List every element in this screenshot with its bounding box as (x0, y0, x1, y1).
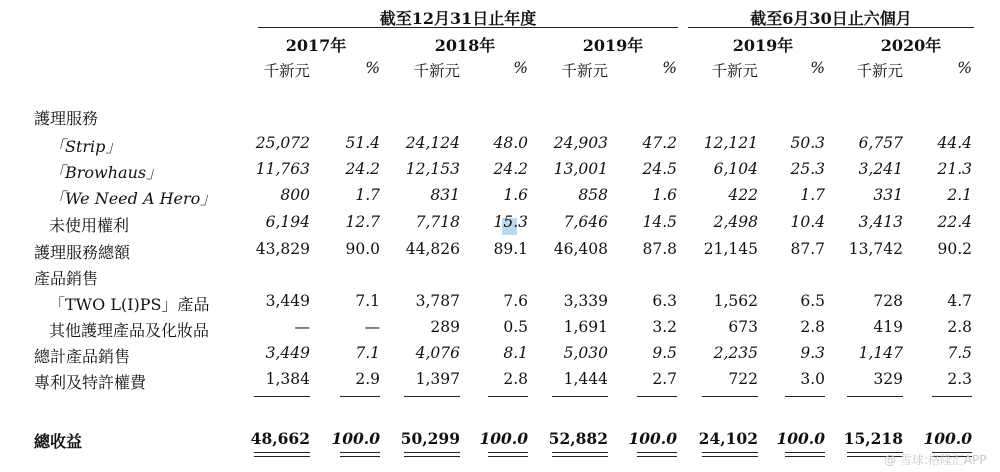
row-label: 「TWO L(I)PS」產品 (49, 295, 210, 314)
unit-amount-header: 千新元 (263, 62, 310, 80)
unit-amount-header: 千新元 (711, 62, 758, 80)
table-cell: 51.4 (345, 134, 380, 152)
table-cell: 9.5 (652, 344, 677, 362)
table-cell: 24,124 (405, 134, 460, 152)
row-label: 「We Need A Hero」 (49, 189, 217, 208)
table-cell: 12,153 (405, 160, 460, 178)
table-cell: 331 (873, 186, 903, 204)
table-cell: 2,498 (713, 213, 758, 231)
table-cell: 24,903 (553, 134, 608, 152)
row-label: 護理服務總額 (34, 243, 131, 262)
header-year-ended: 截至12月31日止年度 (379, 9, 537, 28)
year-header: 2017年 (285, 36, 347, 55)
table-cell: 44.4 (937, 134, 972, 152)
table-cell: 422 (728, 186, 758, 204)
table-cell: 1,384 (265, 370, 310, 388)
subtotal-rule (932, 396, 972, 397)
table-cell: 13,742 (848, 240, 903, 258)
grand-total-cell: 24,102 (698, 429, 758, 448)
table-cell: 24.5 (642, 160, 677, 178)
table-cell: 1.7 (800, 186, 825, 204)
unit-amount-header: 千新元 (413, 62, 460, 80)
table-cell: 2.7 (652, 370, 677, 388)
grand-total-cell: 100.0 (479, 429, 528, 448)
table-cell: — (294, 318, 310, 336)
table-cell: 2.8 (947, 318, 972, 336)
table-cell: 4,076 (415, 344, 460, 362)
unit-amount-header: 千新元 (856, 62, 903, 80)
table-cell: — (364, 318, 380, 336)
grand-total-double-rule (340, 452, 380, 457)
table-cell: 2.3 (947, 370, 972, 388)
grand-total-cell: 100.0 (331, 429, 380, 448)
table-cell: 90.2 (937, 240, 972, 258)
header-rule-year-ended (258, 27, 678, 28)
table-cell: 3,241 (858, 160, 903, 178)
table-cell: 3,339 (563, 292, 608, 310)
table-cell: 7.1 (355, 344, 380, 362)
table-cell: 5,030 (563, 344, 608, 362)
table-cell: 44,826 (405, 240, 460, 258)
table-cell: 87.8 (642, 240, 677, 258)
subtotal-rule (847, 396, 903, 397)
table-cell: 24.2 (493, 160, 528, 178)
table-cell: 15.3 (493, 213, 528, 231)
table-cell: 1.6 (503, 186, 528, 204)
unit-pct-header: % (365, 59, 380, 77)
row-label: 「Strip」 (49, 137, 122, 156)
table-cell: 1,147 (858, 344, 903, 362)
table-cell: 89.1 (493, 240, 528, 258)
unit-pct-header: % (810, 59, 825, 77)
table-cell: 4.7 (947, 292, 972, 310)
table-cell: 3,449 (265, 344, 310, 362)
table-cell: 43,829 (255, 240, 310, 258)
table-cell: 419 (873, 318, 903, 336)
year-header: 2019年 (582, 36, 644, 55)
table-cell: 329 (873, 370, 903, 388)
table-cell: 1,444 (563, 370, 608, 388)
year-header: 2020年 (880, 36, 942, 55)
table-cell: 831 (430, 186, 460, 204)
table-cell: 87.7 (790, 240, 825, 258)
table-cell: 9.3 (800, 344, 825, 362)
grand-total-double-rule (404, 452, 460, 457)
table-cell: 2.8 (503, 370, 528, 388)
watermark: @ 雪球:格隆汇APP (884, 453, 987, 467)
table-cell: 722 (728, 370, 758, 388)
table-cell: 289 (430, 318, 460, 336)
grand-total-cell: 50,299 (400, 429, 460, 448)
subtotal-rule (404, 396, 460, 397)
grand-total-cell: 15,218 (843, 429, 903, 448)
table-cell: 10.4 (790, 213, 825, 231)
table-cell: 50.3 (790, 134, 825, 152)
table-cell: 0.5 (503, 318, 528, 336)
table-cell: 22.4 (937, 213, 972, 231)
grand-total-cell: 100.0 (776, 429, 825, 448)
table-cell: 1,691 (563, 318, 608, 336)
table-cell: 6.3 (652, 292, 677, 310)
table-cell: 7,718 (415, 213, 460, 231)
table-cell: 48.0 (493, 134, 528, 152)
subtotal-rule (340, 396, 380, 397)
subtotal-rule (488, 396, 528, 397)
table-cell: 2,235 (713, 344, 758, 362)
row-label: 其他護理產品及化妝品 (49, 321, 210, 340)
row-label: 產品銷售 (34, 269, 99, 288)
grand-total-cell: 48,662 (250, 429, 310, 448)
grand-total-cell: 100.0 (923, 429, 972, 448)
grand-total-double-rule (552, 452, 608, 457)
year-header: 2018年 (434, 36, 496, 55)
subtotal-rule (785, 396, 825, 397)
table-cell: 6,757 (858, 134, 903, 152)
table-cell: 6,104 (713, 160, 758, 178)
table-cell: 1,397 (415, 370, 460, 388)
table-cell: 25.3 (790, 160, 825, 178)
row-label: 專利及特許權費 (34, 373, 147, 392)
table-cell: 1.7 (355, 186, 380, 204)
year-header: 2019年 (732, 36, 794, 55)
table-cell: 2.8 (800, 318, 825, 336)
table-cell: 3.0 (800, 370, 825, 388)
grand-total-double-rule (254, 452, 310, 457)
row-label: 未使用權利 (49, 216, 130, 235)
grand-total-double-rule (702, 452, 758, 457)
row-label: 「Browhaus」 (49, 163, 163, 182)
table-cell: 7.1 (355, 292, 380, 310)
table-cell: 800 (280, 186, 310, 204)
table-cell: 12,121 (703, 134, 758, 152)
table-cell: 8.1 (503, 344, 528, 362)
header-six-months: 截至6月30日止六個月 (750, 9, 912, 28)
row-label: 護理服務 (34, 109, 99, 128)
grand-total-double-rule (785, 452, 825, 457)
table-cell: 3,413 (858, 213, 903, 231)
unit-pct-header: % (957, 59, 972, 77)
subtotal-rule (702, 396, 758, 397)
table-cell: 46,408 (553, 240, 608, 258)
subtotal-rule (637, 396, 677, 397)
table-cell: 7.5 (947, 344, 972, 362)
table-cell: 7,646 (563, 213, 608, 231)
unit-pct-header: % (662, 59, 677, 77)
grand-total-double-rule (637, 452, 677, 457)
table-cell: 13,001 (553, 160, 608, 178)
subtotal-rule (552, 396, 608, 397)
table-cell: 728 (873, 292, 903, 310)
subtotal-rule (254, 396, 310, 397)
grand-total-label: 總收益 (34, 432, 83, 451)
table-cell: 6,194 (265, 213, 310, 231)
table-cell: 1,562 (713, 292, 758, 310)
unit-pct-header: % (513, 59, 528, 77)
unit-amount-header: 千新元 (561, 62, 608, 80)
table-cell: 3,787 (415, 292, 460, 310)
table-cell: 25,072 (255, 134, 310, 152)
table-cell: 2.1 (947, 186, 972, 204)
table-cell: 858 (578, 186, 608, 204)
table-cell: 6.5 (800, 292, 825, 310)
table-cell: 7.6 (503, 292, 528, 310)
table-cell: 2.9 (355, 370, 380, 388)
table-cell: 21.3 (937, 160, 972, 178)
table-cell: 12.7 (345, 213, 380, 231)
row-label: 總計產品銷售 (34, 347, 131, 366)
grand-total-cell: 52,882 (548, 429, 608, 448)
table-cell: 3,449 (265, 292, 310, 310)
table-cell: 47.2 (642, 134, 677, 152)
table-cell: 24.2 (345, 160, 380, 178)
grand-total-cell: 100.0 (628, 429, 677, 448)
table-cell: 673 (728, 318, 758, 336)
grand-total-double-rule (488, 452, 528, 457)
table-cell: 14.5 (642, 213, 677, 231)
table-cell: 11,763 (255, 160, 310, 178)
header-rule-six-months (688, 27, 974, 28)
table-cell: 1.6 (652, 186, 677, 204)
table-cell: 3.2 (652, 318, 677, 336)
table-cell: 90.0 (345, 240, 380, 258)
table-cell: 21,145 (703, 240, 758, 258)
